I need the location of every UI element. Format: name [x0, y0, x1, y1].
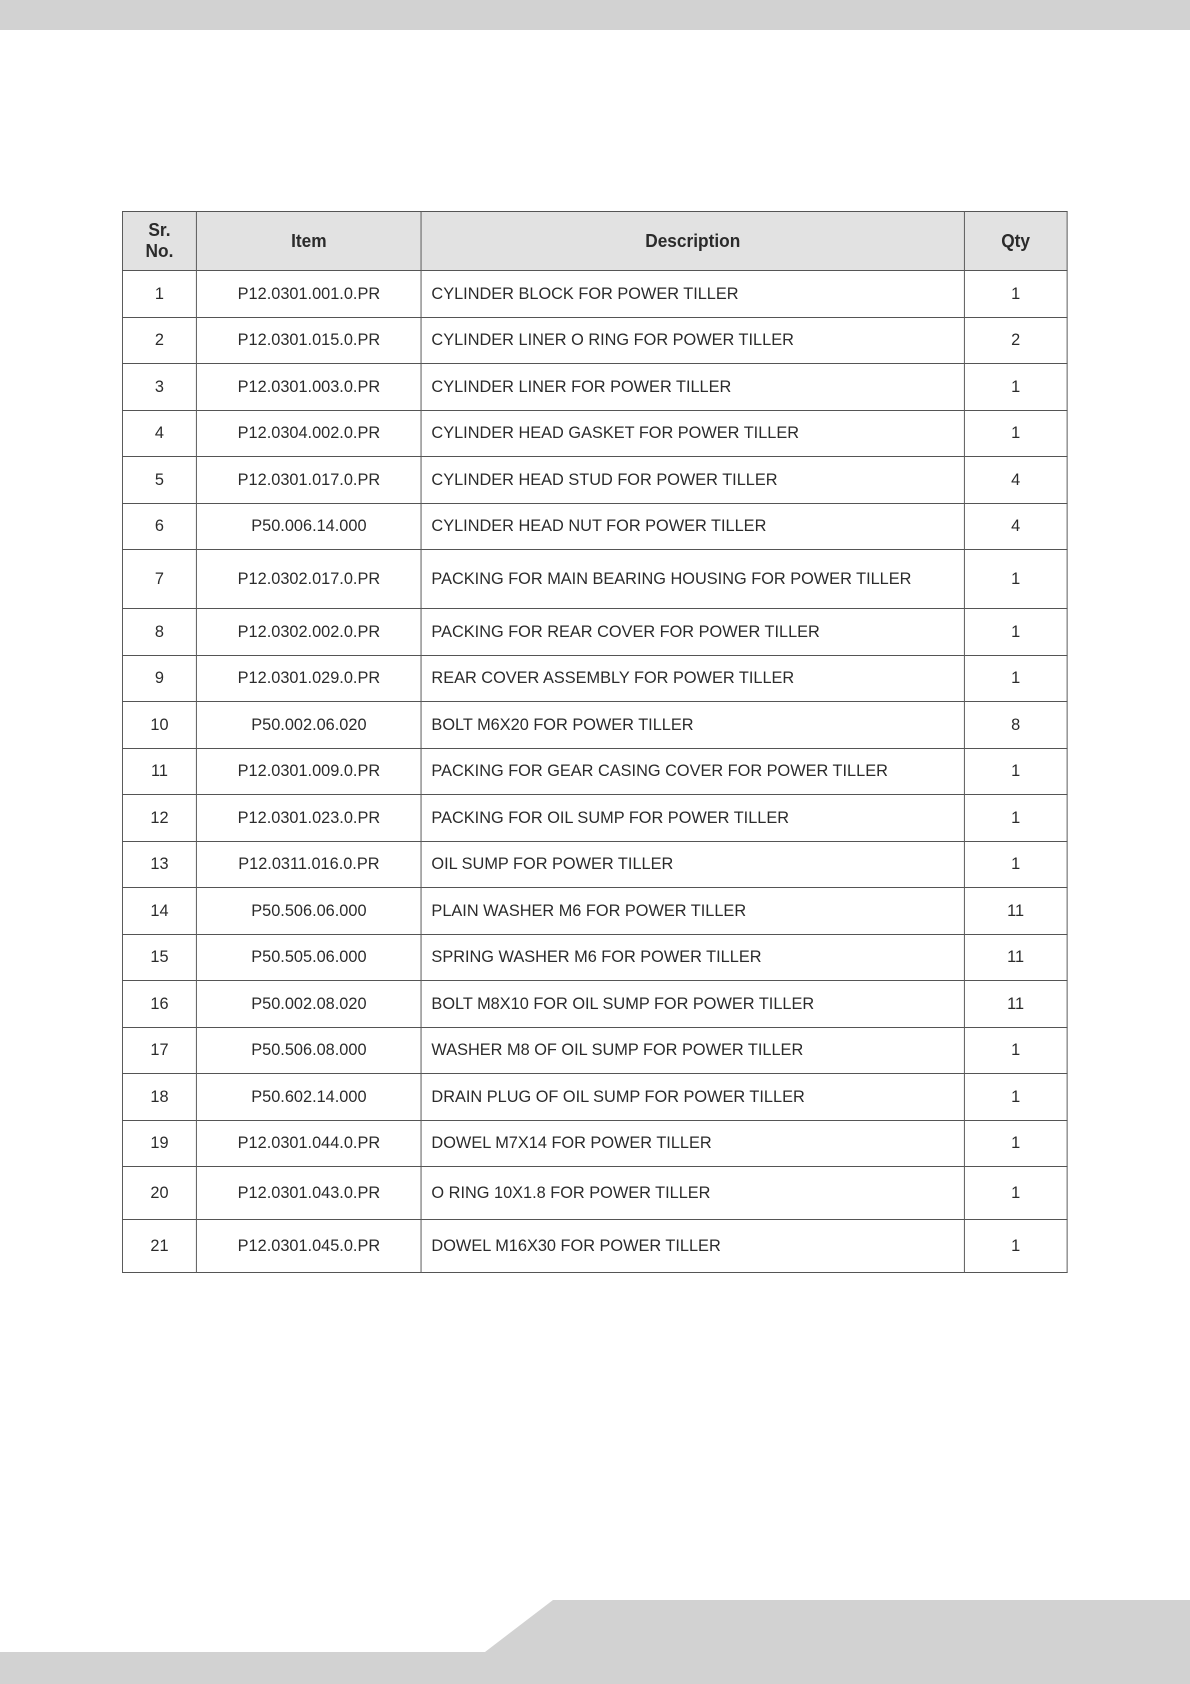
table-row: [122, 1027, 1067, 1074]
cell-item-code: P12.0301.044.0.PR: [196, 1120, 421, 1167]
table-row: [122, 702, 1067, 749]
cell-qty: 1: [964, 1167, 1067, 1220]
cell-qty: 1: [964, 1027, 1067, 1074]
cell-qty: 1: [964, 795, 1067, 842]
cell-item-code: P12.0302.017.0.PR: [196, 550, 421, 609]
cell-description: CYLINDER HEAD STUD FOR POWER TILLER: [421, 457, 964, 504]
cell-description: OIL SUMP FOR POWER TILLER: [421, 841, 964, 888]
cell-qty: 11: [964, 934, 1067, 981]
header-description: Description: [421, 212, 964, 271]
cell-description: SPRING WASHER M6 FOR POWER TILLER: [421, 934, 964, 981]
cell-qty: 4: [964, 503, 1067, 550]
cell-item-code: P12.0301.023.0.PR: [196, 795, 421, 842]
cell-sr-no: 21: [122, 1220, 196, 1273]
cell-sr-no: 18: [122, 1074, 196, 1121]
cell-description: PACKING FOR GEAR CASING COVER FOR POWER TILLER: [421, 748, 964, 795]
table-row: [122, 364, 1067, 411]
cell-description: PACKING FOR OIL SUMP FOR POWER TILLER: [421, 795, 964, 842]
cell-item-code: P50.505.06.000: [196, 934, 421, 981]
cell-qty: 1: [964, 364, 1067, 411]
cell-sr-no: 13: [122, 841, 196, 888]
header-sr-no: Sr. No.: [122, 212, 196, 271]
header-item: Item: [196, 212, 421, 271]
cell-description: DOWEL M16X30 FOR POWER TILLER: [421, 1220, 964, 1273]
cell-qty: 1: [964, 1120, 1067, 1167]
cell-sr-no: 17: [122, 1027, 196, 1074]
cell-qty: 11: [964, 888, 1067, 935]
cell-item-code: P12.0301.001.0.PR: [196, 271, 421, 318]
cell-description: BOLT M6X20 FOR POWER TILLER: [421, 702, 964, 749]
table-row: [122, 795, 1067, 842]
cell-item-code: P12.0302.002.0.PR: [196, 609, 421, 656]
cell-item-code: P50.506.08.000: [196, 1027, 421, 1074]
cell-qty: 1: [964, 841, 1067, 888]
cell-item-code: P50.602.14.000: [196, 1074, 421, 1121]
table-row: [122, 1220, 1067, 1273]
cell-description: PACKING FOR MAIN BEARING HOUSING FOR POWER TILLER: [421, 550, 964, 609]
cell-qty: 1: [964, 550, 1067, 609]
cell-item-code: P12.0301.015.0.PR: [196, 317, 421, 364]
table-row: [122, 503, 1067, 550]
top-decorative-band: [0, 0, 1190, 30]
table-row: [122, 271, 1067, 318]
cell-item-code: P12.0301.043.0.PR: [196, 1167, 421, 1220]
cell-qty: 1: [964, 410, 1067, 457]
cell-sr-no: 14: [122, 888, 196, 935]
cell-description: CYLINDER HEAD NUT FOR POWER TILLER: [421, 503, 964, 550]
cell-sr-no: 1: [122, 271, 196, 318]
header-qty: Qty: [964, 212, 1067, 271]
table-row: [122, 1120, 1067, 1167]
cell-item-code: P50.506.06.000: [196, 888, 421, 935]
parts-list-table: [122, 211, 1068, 1273]
cell-sr-no: 15: [122, 934, 196, 981]
cell-description: PLAIN WASHER M6 FOR POWER TILLER: [421, 888, 964, 935]
cell-description: WASHER M8 OF OIL SUMP FOR POWER TILLER: [421, 1027, 964, 1074]
table-row: [122, 748, 1067, 795]
cell-description: BOLT M8X10 FOR OIL SUMP FOR POWER TILLER: [421, 981, 964, 1028]
table-header-row: [122, 212, 1067, 271]
cell-sr-no: 5: [122, 457, 196, 504]
cell-qty: 11: [964, 981, 1067, 1028]
cell-item-code: P12.0311.016.0.PR: [196, 841, 421, 888]
cell-sr-no: 7: [122, 550, 196, 609]
table-row: [122, 981, 1067, 1028]
table-row: [122, 550, 1067, 609]
cell-description: REAR COVER ASSEMBLY FOR POWER TILLER: [421, 655, 964, 702]
cell-qty: 1: [964, 609, 1067, 656]
bottom-decorative-shape: [0, 1600, 1190, 1684]
cell-qty: 1: [964, 1220, 1067, 1273]
table-row: [122, 841, 1067, 888]
cell-item-code: P12.0301.003.0.PR: [196, 364, 421, 411]
cell-description: PACKING FOR REAR COVER FOR POWER TILLER: [421, 609, 964, 656]
cell-description: CYLINDER HEAD GASKET FOR POWER TILLER: [421, 410, 964, 457]
cell-item-code: P12.0304.002.0.PR: [196, 410, 421, 457]
cell-sr-no: 8: [122, 609, 196, 656]
cell-sr-no: 20: [122, 1167, 196, 1220]
cell-description: CYLINDER LINER O RING FOR POWER TILLER: [421, 317, 964, 364]
cell-item-code: P50.002.06.020: [196, 702, 421, 749]
table-row: [122, 317, 1067, 364]
cell-qty: 2: [964, 317, 1067, 364]
cell-sr-no: 9: [122, 655, 196, 702]
cell-sr-no: 10: [122, 702, 196, 749]
cell-description: CYLINDER BLOCK FOR POWER TILLER: [421, 271, 964, 318]
cell-qty: 1: [964, 748, 1067, 795]
cell-description: CYLINDER LINER FOR POWER TILLER: [421, 364, 964, 411]
cell-item-code: P50.002.08.020: [196, 981, 421, 1028]
cell-sr-no: 3: [122, 364, 196, 411]
cell-sr-no: 11: [122, 748, 196, 795]
cell-qty: 4: [964, 457, 1067, 504]
cell-item-code: P12.0301.017.0.PR: [196, 457, 421, 504]
cell-sr-no: 19: [122, 1120, 196, 1167]
cell-item-code: P12.0301.009.0.PR: [196, 748, 421, 795]
cell-qty: 8: [964, 702, 1067, 749]
cell-qty: 1: [964, 271, 1067, 318]
cell-qty: 1: [964, 655, 1067, 702]
cell-sr-no: 4: [122, 410, 196, 457]
table-row: [122, 609, 1067, 656]
table-row: [122, 1074, 1067, 1121]
cell-qty: 1: [964, 1074, 1067, 1121]
table-row: [122, 457, 1067, 504]
cell-item-code: P12.0301.029.0.PR: [196, 655, 421, 702]
table-row: [122, 1167, 1067, 1220]
table-row: [122, 888, 1067, 935]
cell-sr-no: 2: [122, 317, 196, 364]
cell-sr-no: 6: [122, 503, 196, 550]
cell-item-code: P12.0301.045.0.PR: [196, 1220, 421, 1273]
table-row: [122, 934, 1067, 981]
cell-sr-no: 16: [122, 981, 196, 1028]
cell-item-code: P50.006.14.000: [196, 503, 421, 550]
cell-description: DOWEL M7X14 FOR POWER TILLER: [421, 1120, 964, 1167]
cell-description: O RING 10X1.8 FOR POWER TILLER: [421, 1167, 964, 1220]
table-row: [122, 655, 1067, 702]
table-row: [122, 410, 1067, 457]
cell-description: DRAIN PLUG OF OIL SUMP FOR POWER TILLER: [421, 1074, 964, 1121]
cell-sr-no: 12: [122, 795, 196, 842]
